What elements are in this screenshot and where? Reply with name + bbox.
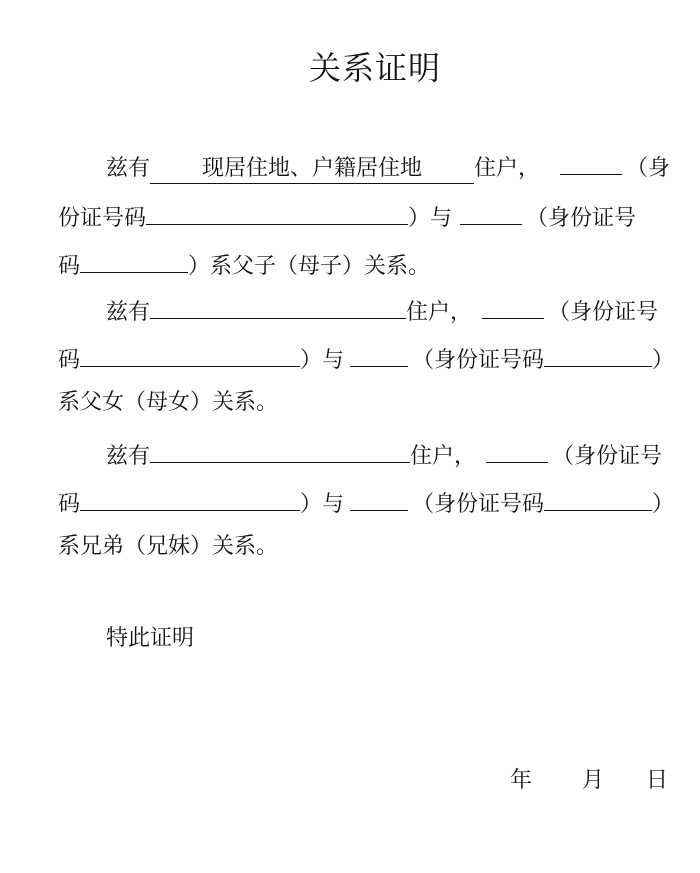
date-month: 月 [582,768,605,793]
p1-line3 [58,246,431,279]
p3-line3 [58,532,278,562]
p1-close-yu: ）与 [408,206,453,231]
p2-close: ） [652,348,675,373]
p1-fen-id: 份证号码 [58,206,147,231]
p3-open-id: （身份证号 [552,444,663,469]
p3-address-blank [150,436,410,463]
p2-close-yu: ）与 [300,348,345,373]
p2-ma: 码 [58,348,81,373]
p1-line2 [58,198,637,231]
p1-line1 [106,148,671,181]
p1-name-blank [560,148,622,175]
p2-open-id2: （身份证号码 [412,348,545,373]
p2-line1 [106,292,659,325]
p2-name-blank [482,292,544,319]
p3-close: ） [652,492,675,517]
date-year: 年 [510,768,533,793]
p2-name2-blank [350,340,408,367]
p3-id1-blank [80,484,300,511]
p2-id2-blank [544,340,652,367]
p1-ma: 码 [58,254,81,279]
p3-line1 [106,436,663,469]
p3-name2-blank [350,484,408,511]
p1-address-value: 现居住地、户籍居住地 [202,156,423,181]
p2-zi-you: 兹有 [106,300,151,325]
certify-text: 特此证明 [106,626,195,651]
p3-zi-you: 兹有 [106,444,151,469]
p2-line2 [58,340,675,373]
p1-id1-blank [146,198,408,225]
p2-address-blank [150,292,406,319]
p3-open-id2: （身份证号码 [412,492,545,517]
date-day: 日 [646,768,669,793]
p1-address-blank [150,155,474,184]
p3-id2-blank [544,484,652,511]
p2-id1-blank [80,340,300,367]
p3-relation: 系兄弟（兄妹）关系。 [58,534,279,559]
p3-line2 [58,484,675,517]
p2-line3 [58,388,278,418]
p1-open-id: （身份证号 [526,206,637,231]
p1-id2-blank [80,246,188,273]
p3-zhu-hu: 住户， [410,444,477,469]
p1-relation: ）系父子（母子）关系。 [188,254,431,279]
p2-open-id: （身份证号 [548,300,659,325]
p1-zhu-hu: 住户， [474,156,541,181]
p1-zi-you: 兹有 [106,156,151,181]
p3-name-blank [486,436,548,463]
document-title: 关系证明 [308,49,441,87]
p1-name2-blank [460,198,522,225]
p3-close-yu: ）与 [300,492,345,517]
p2-relation: 系父女（母女）关系。 [58,390,279,415]
p3-ma: 码 [58,492,81,517]
p1-shen-open: （身 [626,156,671,181]
p2-zhu-hu: 住户， [406,300,473,325]
